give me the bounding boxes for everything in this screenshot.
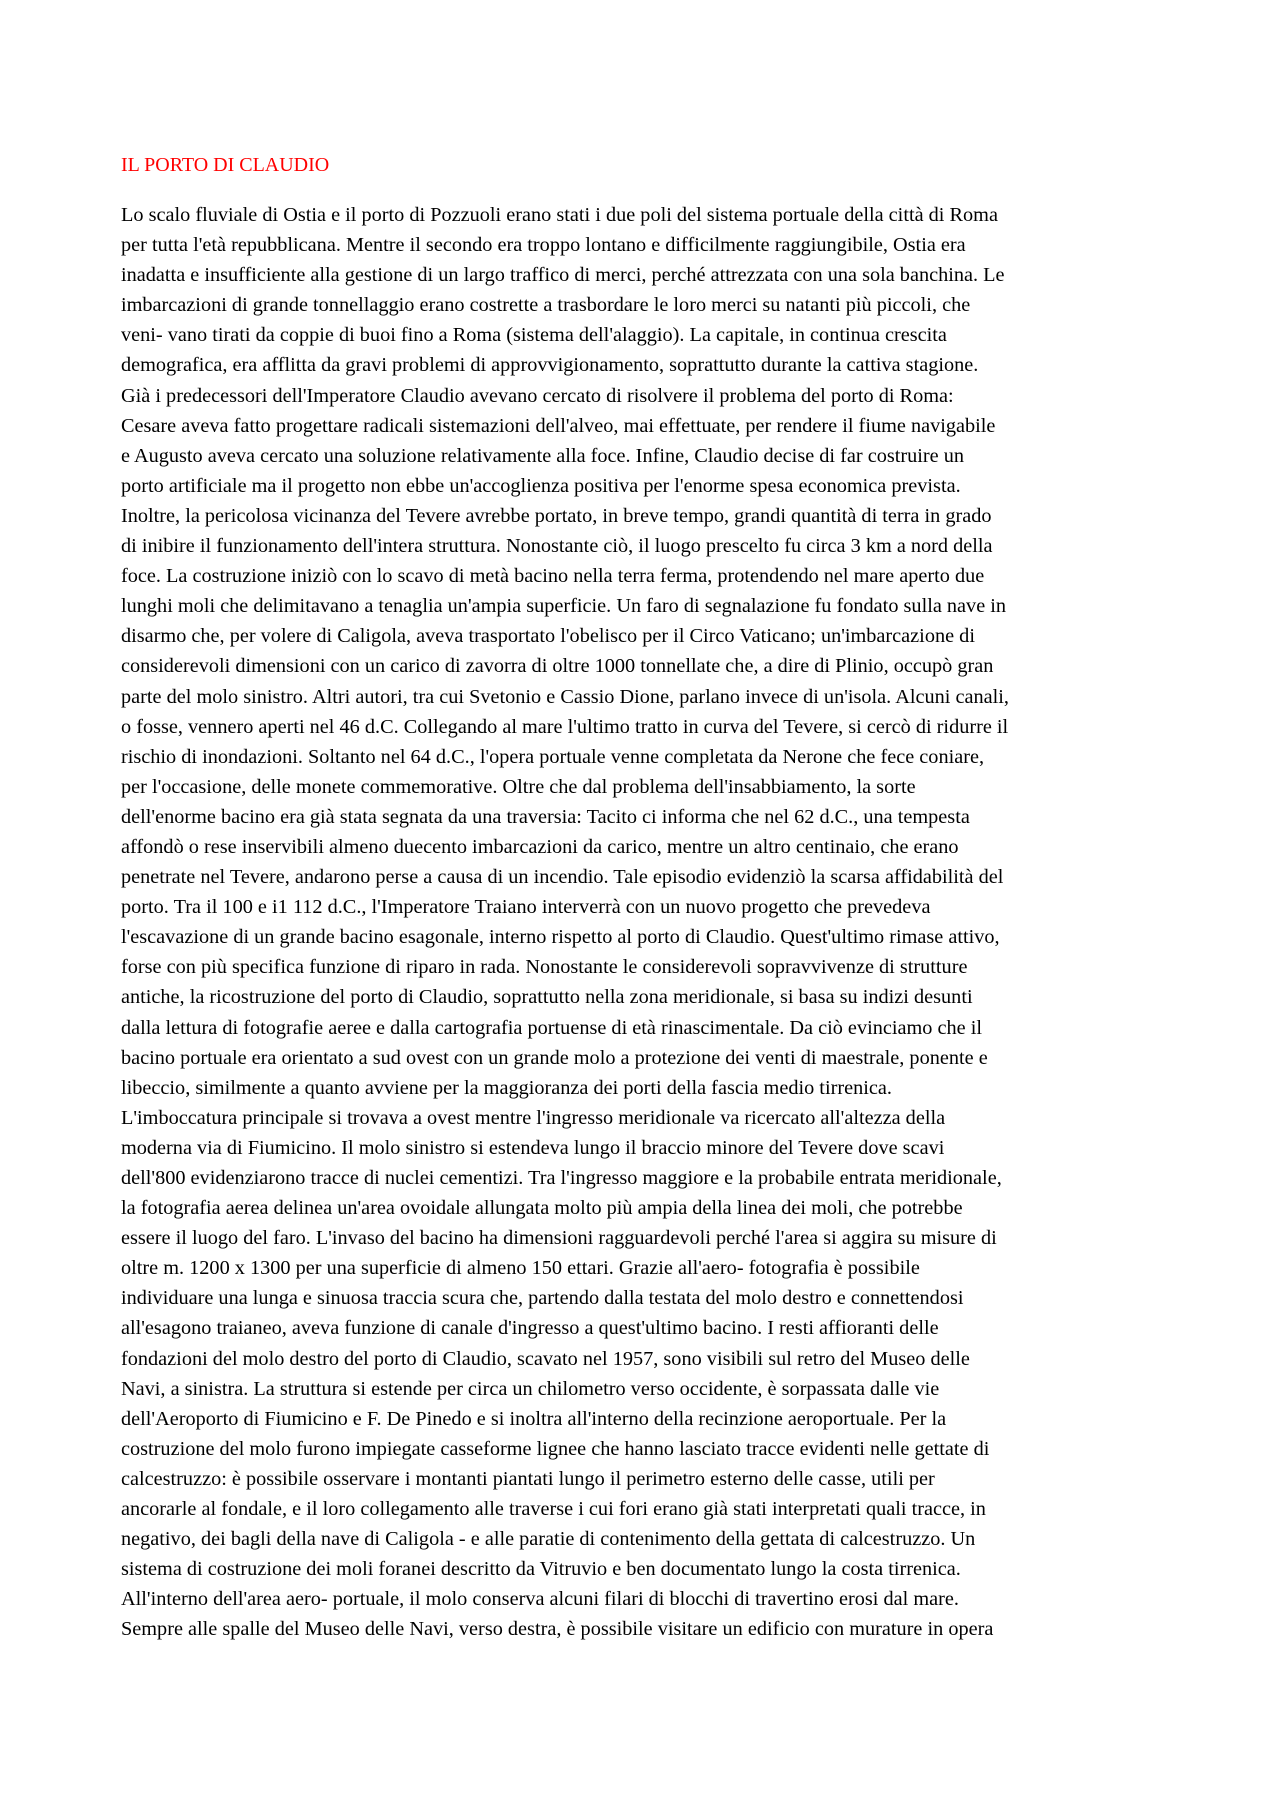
text-line: costruzione del molo furono impiegate casseforme lignee che hanno lasciato tracce evidenti nelle gettate di bbox=[121, 1437, 990, 1460]
text-line: Cesare aveva fatto progettare radicali sistemazioni dell'alveo, mai effettuate, per rendere il fiume navigabile bbox=[121, 414, 996, 437]
text-line: porto artificiale ma il progetto non ebbe un'accoglienza positiva per l'enorme spesa economica prevista. bbox=[121, 474, 961, 497]
text-line: Inoltre, la pericolosa vicinanza del Tevere avrebbe portato, in breve tempo, grandi quantità di terra in grado bbox=[121, 504, 992, 527]
text-line: dell'Aeroporto di Fiumicino e F. De Pinedo e si inoltra all'interno della recinzione aeroportuale. Per la bbox=[121, 1407, 947, 1430]
text-line: o fosse, vennero aperti nel 46 d.C. Collegando al mare l'ultimo tratto in curva del Tevere, si cercò di ridurre il bbox=[121, 715, 1009, 738]
text-line: foce. La costruzione iniziò con lo scavo di metà bacino nella terra ferma, protendendo nel mare aperto due bbox=[121, 565, 985, 588]
text-line: forse con più specifica funzione di riparo in rada. Nonostante le considerevoli sopravvivenze di strutture bbox=[121, 956, 968, 979]
text-line: demografica, era afflitta da gravi problemi di approvvigionamento, soprattutto durante la cattiva stagione. bbox=[121, 354, 979, 377]
text-line: Lo scalo fluviale di Ostia e il porto di Pozzuoli erano stati i due poli del sistema portuale della città di Roma bbox=[121, 204, 998, 226]
text-line: veni- vano tirati da coppie di buoi fino a Roma (sistema dell'alaggio). La capitale, in continua crescita bbox=[121, 324, 947, 347]
text-line: dalla lettura di fotografie aeree e dalla cartografia portuense di età rinascimentale. Da ciò evinciamo che il bbox=[121, 1016, 982, 1039]
text-line: bacino portuale era orientato a sud ovest con un grande molo a protezione dei venti di maestrale, ponente e bbox=[121, 1046, 988, 1069]
text-line: ancorarle al fondale, e il loro collegamento alle traverse i cui fori erano già stati interpretati quali tracce, in bbox=[121, 1498, 986, 1521]
text-line: all'esagono traianeo, aveva funzione di canale d'ingresso a quest'ultimo bacino. I resti affioranti delle bbox=[121, 1317, 939, 1340]
text-line: la fotografia aerea delinea un'area ovoidale allungata molto più ampia della linea dei moli, che potrebbe bbox=[121, 1197, 963, 1220]
text-line: lunghi moli che delimitavano a tenaglia un'ampia superficie. Un faro di segnalazione fu fondato sulla nave in bbox=[121, 595, 1007, 618]
document-title: IL PORTO DI CLAUDIO bbox=[121, 154, 330, 176]
text-line: sistema di costruzione dei moli foranei descritto da Vitruvio e ben documentato lungo la costa tirrenica. bbox=[121, 1558, 961, 1581]
text-line: Già i predecessori dell'Imperatore Claudio avevano cercato di risolvere il problema del porto di Roma: bbox=[121, 384, 954, 407]
text-line: l'escavazione di un grande bacino esagonale, interno rispetto al porto di Claudio. Quest'ultimo rimase attivo, bbox=[121, 926, 1000, 949]
text-line: moderna via di Fiumicino. Il molo sinistro si estendeva lungo il braccio minore del Tevere dove scavi bbox=[121, 1136, 945, 1159]
text-line: considerevoli dimensioni con un carico di zavorra di oltre 1000 tonnellate che, a dire di Plinio, occupò gran bbox=[121, 655, 994, 678]
text-line: L'imboccatura principale si trovava a ovest mentre l'ingresso meridionale va ricercato all'altezza della bbox=[121, 1106, 946, 1129]
text-line: imbarcazioni di grande tonnellaggio erano costrette a trasbordare le loro merci su natanti più piccoli, che bbox=[121, 294, 971, 317]
text-line: per tutta l'età repubblicana. Mentre il secondo era troppo lontano e difficilmente raggiungibile, Ostia era bbox=[121, 234, 966, 257]
text-line: disarmo che, per volere di Caligola, aveva trasportato l'obelisco per il Circo Vaticano; un'imbarcazione di bbox=[121, 625, 975, 648]
text-line: affondò o rese inservibili almeno duecento imbarcazioni da carico, mentre un altro centinaio, che erano bbox=[121, 835, 959, 858]
text-line: essere il luogo del faro. L'invaso del bacino ha dimensioni ragguardevoli perché l'area si aggira su misure di bbox=[121, 1227, 997, 1250]
text-line: dell'800 evidenziarono tracce di nuclei cementizi. Tra l'ingresso maggiore e la probabile entrata meridionale, bbox=[121, 1167, 1002, 1189]
text-line: e Augusto aveva cercato una soluzione relativamente alla foce. Infine, Claudio decise di far costruire un bbox=[121, 444, 965, 467]
text-line: per l'occasione, delle monete commemorative. Oltre che dal problema dell'insabbiamento, la sorte bbox=[121, 775, 916, 798]
text-line: inadatta e insufficiente alla gestione di un largo traffico di merci, perché attrezzata con una sola banchina. Le bbox=[121, 264, 1005, 287]
text-line: calcestruzzo: è possibile osservare i montanti piantati lungo il perimetro esterno delle casse, utili per bbox=[121, 1467, 935, 1490]
text-line: Navi, a sinistra. La struttura si estende per circa un chilometro verso occidente, è sorpassata dalle vie bbox=[121, 1377, 940, 1400]
text-line: individuare una lunga e sinuosa traccia scura che, partendo dalla testata del molo destro e connettendosi bbox=[121, 1287, 964, 1310]
text-line: penetrate nel Tevere, andarono perse a causa di un incendio. Tale episodio evidenziò la scarsa affidabilità del bbox=[121, 866, 1004, 889]
text-line: porto. Tra il 100 e i1 112 d.C., l'Imperatore Traiano interverrà con un nuovo progetto che prevedeva bbox=[121, 896, 931, 919]
document-body bbox=[121, 200, 1161, 1645]
text-line: All'interno dell'area aero- portuale, il molo conserva alcuni filari di blocchi di travertino erosi dal mare. bbox=[121, 1588, 959, 1611]
text-line: antiche, la ricostruzione del porto di Claudio, soprattutto nella zona meridionale, si basa su indizi desunti bbox=[121, 986, 973, 1009]
text-line: parte del molo sinistro. Altri autori, tra cui Svetonio e Cassio Dione, parlano invece di un'isola. Alcuni canali, bbox=[121, 685, 1009, 708]
text-line: oltre m. 1200 x 1300 per una superficie di almeno 150 ettari. Grazie all'aero- fotografia è possibile bbox=[121, 1257, 920, 1280]
text-line: dell'enorme bacino era già stata segnata da una traversia: Tacito ci informa che nel 62 d.C., una tempesta bbox=[121, 805, 970, 828]
text-line: Sempre alle spalle del Museo delle Navi, verso destra, è possibile visitare un edificio con murature in opera bbox=[121, 1618, 994, 1641]
text-line: fondazioni del molo destro del porto di Claudio, scavato nel 1957, sono visibili sul retro del Museo delle bbox=[121, 1347, 970, 1370]
text-line: rischio di inondazioni. Soltanto nel 64 d.C., l'opera portuale venne completata da Nerone che fece coniare, bbox=[121, 745, 985, 768]
text-line: di inibire il funzionamento dell'intera struttura. Nonostante ciò, il luogo prescelto fu circa 3 km a nord della bbox=[121, 535, 993, 558]
text-line: negativo, dei bagli della nave di Caligola - e alle paratie di contenimento della gettata di calcestruzzo. Un bbox=[121, 1528, 976, 1551]
text-line: libeccio, similmente a quanto avviene per la maggioranza dei porti della fascia medio tirrenica. bbox=[121, 1076, 892, 1099]
